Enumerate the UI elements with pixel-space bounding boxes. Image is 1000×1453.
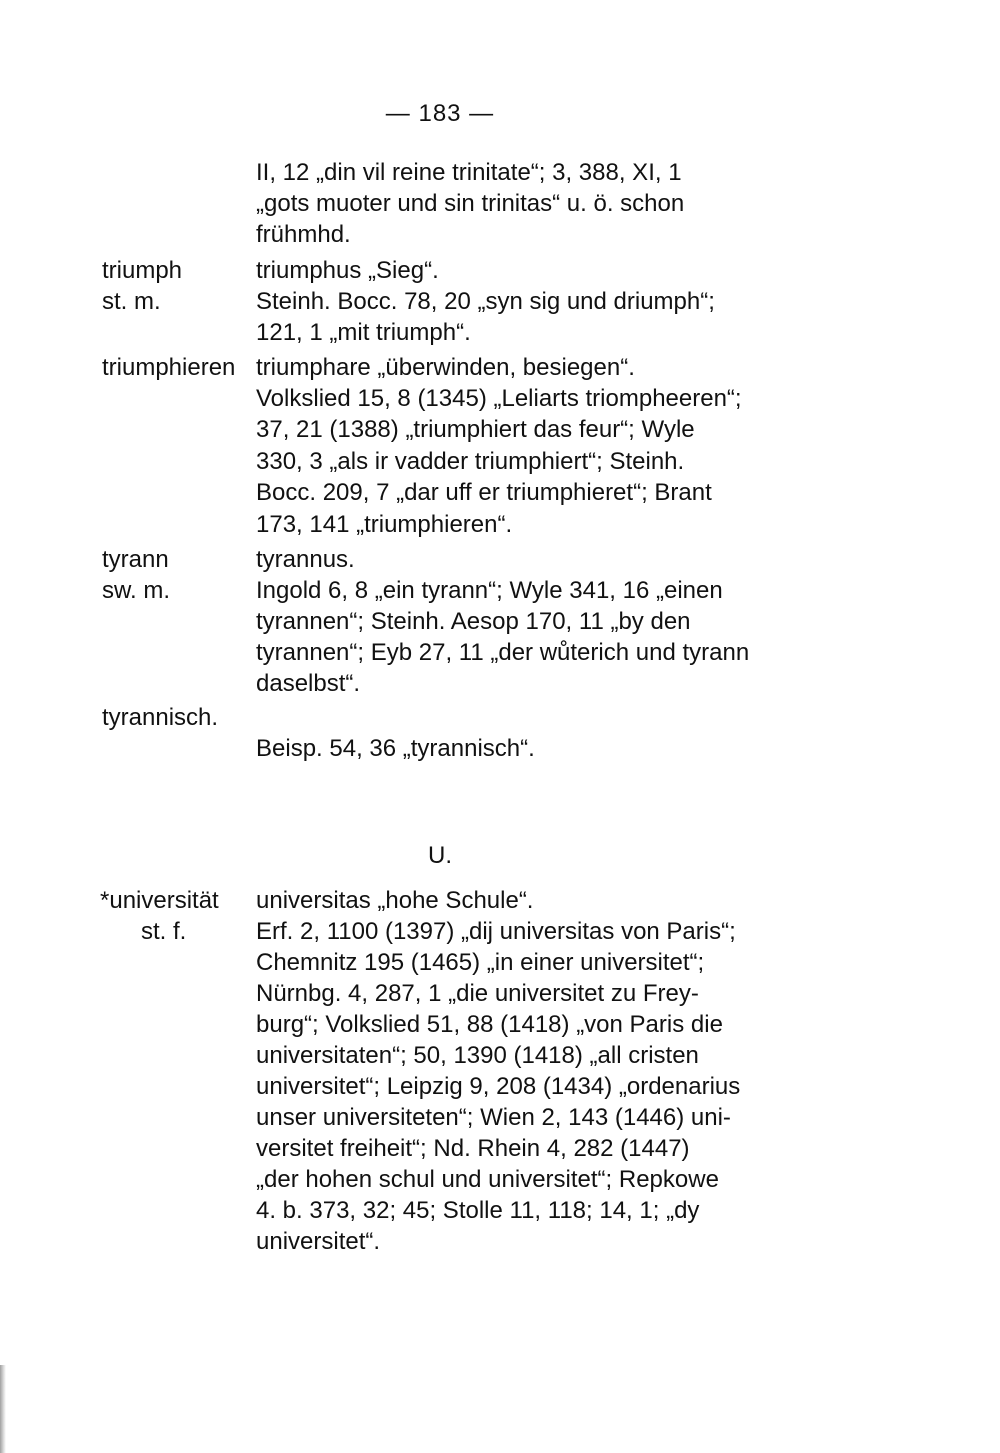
entry-line: Erf. 2, 1100 (1397) „dij universitas von Paris“;	[256, 918, 736, 945]
entry-line: triumphus „Sieg“.	[256, 257, 439, 284]
entry-line: Nürnbg. 4, 287, 1 „die universitet zu Frey-	[256, 980, 699, 1007]
entry-line: tyrannus.	[256, 546, 355, 573]
section-heading-u: U.	[428, 842, 452, 869]
entry-line: 173, 141 „triumphieren“.	[256, 511, 513, 538]
entry-line: Beisp. 54, 36 „tyrannisch“.	[256, 735, 535, 762]
entry-line: „der hohen schul und universitet“; Repkowe	[256, 1166, 719, 1193]
grammar-label: st. m.	[102, 288, 161, 315]
entry-line: universitaten“; 50, 1390 (1418) „all cristen	[256, 1042, 699, 1069]
entry-line: versitet freiheit“; Nd. Rhein 4, 282 (1447)	[256, 1135, 690, 1162]
entry-line: triumphare „überwinden, besiegen“.	[256, 354, 635, 381]
headword-universitaet: *universität	[100, 887, 219, 914]
grammar-label: sw. m.	[102, 577, 171, 604]
headword-tyrannisch: tyrannisch.	[102, 704, 219, 731]
entry-line: universitet“.	[256, 1228, 381, 1255]
headword-tyrann: tyrann	[102, 546, 169, 573]
entry-line: Steinh. Bocc. 78, 20 „syn sig und driumph“;	[256, 288, 715, 315]
entry-line: Bocc. 209, 7 „dar uff er triumphieret“; Brant	[256, 479, 712, 506]
carryover-line: II, 12 „din vil reine trinitate“; 3, 388, XI, 1	[256, 159, 682, 186]
entry-line: unser universiteten“; Wien 2, 143 (1446) uni-	[256, 1104, 731, 1131]
entry-line: universitas „hohe Schule“.	[256, 887, 534, 914]
entry-line: universitet“; Leipzig 9, 208 (1434) „ordenarius	[256, 1073, 741, 1100]
entry-line: 330, 3 „als ir vadder triumphiert“; Steinh.	[256, 448, 685, 475]
carryover-line: „gots muoter und sin trinitas“ u. ö. schon	[256, 190, 685, 217]
entry-line: 37, 21 (1388) „triumphiert das feur“; Wyle	[256, 416, 695, 443]
scan-shadow	[0, 1365, 6, 1453]
carryover-line: frühmhd.	[256, 221, 351, 248]
grammar-label: st. f.	[141, 918, 187, 945]
entry-line: 121, 1 „mit triumph“.	[256, 319, 471, 346]
entry-line: tyrannen“; Steinh. Aesop 170, 11 „by den	[256, 608, 691, 635]
entry-line: Volkslied 15, 8 (1345) „Leliarts triompheeren“;	[256, 385, 742, 412]
entry-line: Ingold 6, 8 „ein tyrann“; Wyle 341, 16 „einen	[256, 577, 723, 604]
entry-line: burg“; Volkslied 51, 88 (1418) „von Paris die	[256, 1011, 723, 1038]
entry-line: daselbst“.	[256, 670, 361, 697]
headword-triumphieren: triumphieren	[102, 354, 236, 381]
entry-line: Chemnitz 195 (1465) „in einer universitet“;	[256, 949, 705, 976]
entry-line: 4. b. 373, 32; 45; Stolle 11, 118; 14, 1; „dy	[256, 1197, 700, 1224]
entry-line: tyrannen“; Eyb 27, 11 „der wůterich und tyrann	[256, 639, 750, 666]
page-number: — 183 —	[385, 100, 495, 127]
headword-triumph: triumph	[102, 257, 183, 284]
